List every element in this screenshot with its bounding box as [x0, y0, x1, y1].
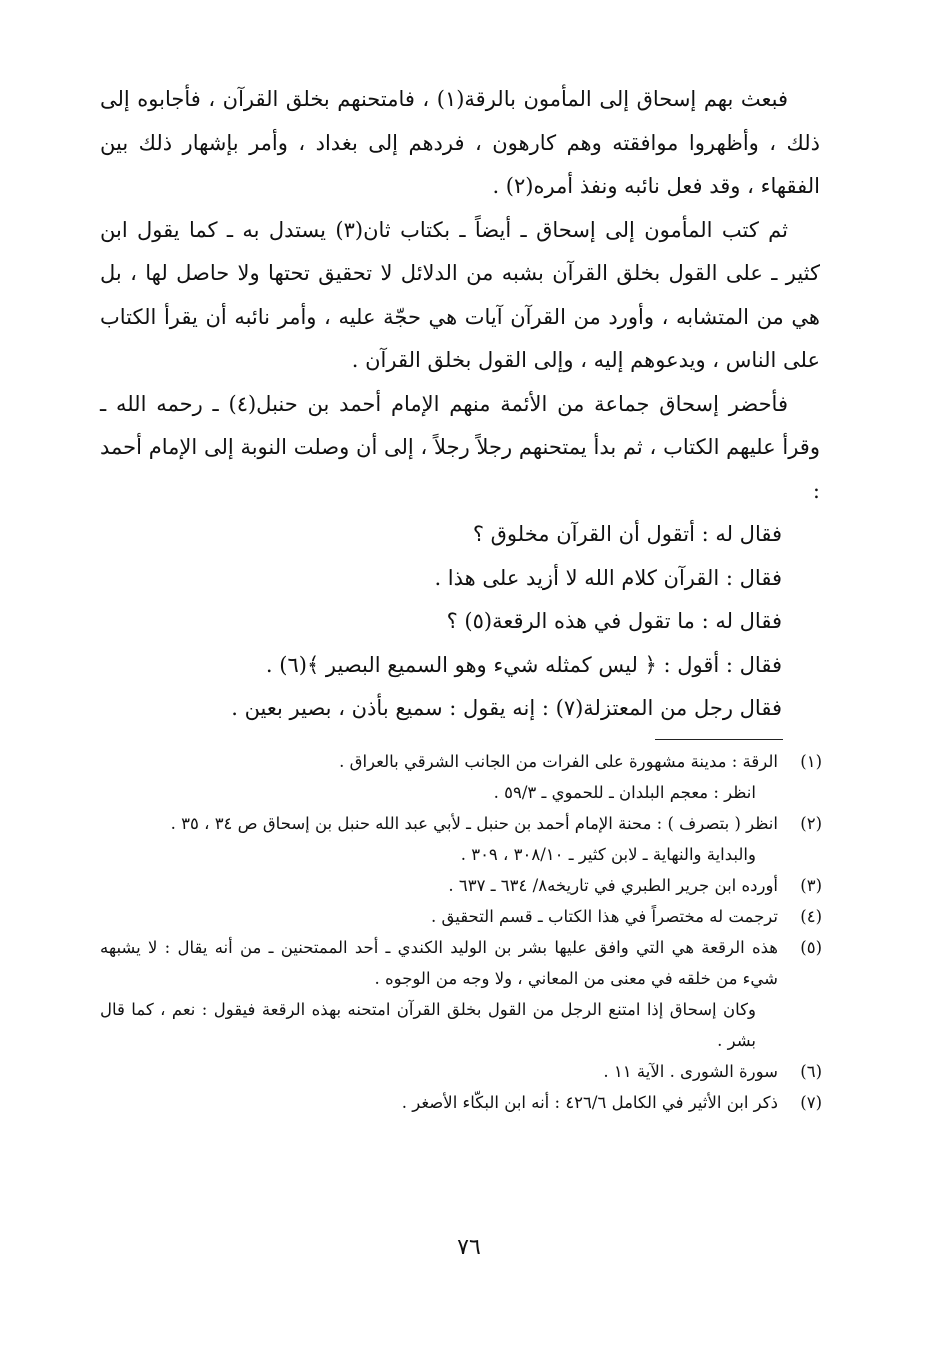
footnote-3 [100, 870, 822, 901]
main-text [100, 78, 820, 731]
footnote-text: ترجمت له مختصراً في هذا الكتاب ـ قسم التحقيق . [430, 907, 778, 926]
paragraph-3: فأحضر إسحاق جماعة من الأئمة منهم الإمام أحمد بن حنبل(٤) ـ رحمه الله ـ وقرأ عليهم الكتاب ، ثم بدأ يمتحنهم رجلاً رجلاً ، إلى أن وصلت النوبة إلى الإمام أحمد : [100, 391, 820, 503]
paragraph-2: ثم كتب المأمون إلى إسحاق ـ أيضاً ـ بكتاب ثان(٣) يستدل به ـ كما يقول ابن كثير ـ على القول بخلق القرآن بشبه من الدلائل لا تحقيق تحتها ولا حاصل لها ، بل هي من المتشابه ، وأورد من القرآن آيات هي حجّة عليه ، وأمر نائبه أن يقرأ الكتاب على الناس ، ويدعوهم إليه ، وإلى القول بخلق القرآن . [100, 217, 820, 372]
footnote-7 [100, 1087, 822, 1118]
footnote-text: سورة الشورى . الآية ١١ . [603, 1062, 778, 1081]
footnote-number: (١) [800, 752, 822, 771]
dialogue-line-4: فقال : أقول : ﴿ ليس كمثله شيء وهو السميع البصير ﴾(٦) . [265, 652, 782, 677]
footnote-number: (٣) [800, 876, 822, 895]
footnote-text: ذكر ابن الأثير في الكامل ٤٢٦/٦ : أنه ابن البكّاء الأصغر . [401, 1093, 778, 1112]
footnote-number: (٤) [800, 907, 822, 926]
footnote-number: (٧) [800, 1093, 822, 1112]
footnote-1-continuation [100, 777, 822, 808]
footnote-2 [100, 808, 822, 839]
footnote-text: انظر : معجم البلدان ـ للحموي ـ ٥٩/٣ . [493, 783, 756, 802]
footnote-text: الرقة : مدينة مشهورة على الفرات من الجانب الشرقي بالعراق . [339, 752, 778, 771]
footnote-1 [100, 746, 822, 777]
footnote-2-continuation [100, 839, 822, 870]
paragraph-1: فبعث بهم إسحاق إلى المأمون بالرقة(١) ، فامتحنهم بخلق القرآن ، فأجابوه إلى ذلك ، وأظهروا موافقته وهم كارهون ، فردهم إلى بغداد ، وأمر بإشهار ذلك بين الفقهاء ، وقد فعل نائبه ونفذ أمره(٢) . [100, 87, 820, 198]
page-number: ٧٦ [457, 1235, 481, 1260]
footnote-text: وكان إسحاق إذا امتنع الرجل من القول بخلق القرآن امتحنه بهذه الرقعة فيقول : نعم ، كما قال بشر . [100, 1000, 756, 1050]
footnote-4 [100, 901, 822, 932]
footnote-number [778, 777, 822, 808]
footnotes [100, 746, 822, 1118]
footnote-number: (٦) [800, 1062, 822, 1081]
footnote-number [778, 994, 822, 1056]
dialogue-line-1: فقال له : أتقول أن القرآن مخلوق ؟ [472, 522, 782, 546]
footnote-5 [100, 932, 822, 994]
dialogue-line-5: فقال رجل من المعتزلة(٧) : إنه يقول : سميع بأذن ، بصير بعين . [231, 696, 782, 720]
footnote-text: انظر ( بتصرف ) : محنة الإمام أحمد بن حنبل ـ لأبي عبد الله حنبل بن إسحاق ص ٣٤ ، ٣٥ . [170, 814, 778, 833]
footnote-text: والبداية والنهاية ـ لابن كثير ـ ٣٠٨/١٠ ، ٣٠٩ . [460, 845, 756, 864]
footnote-number: (٢) [800, 814, 822, 833]
footnote-text: أورده ابن جرير الطبري في تاريخه٨/ ٦٣٤ ـ ٦٣٧ . [448, 876, 778, 895]
footnote-5-continuation [100, 994, 822, 1056]
footnote-6 [100, 1056, 822, 1087]
dialogue-line-2: فقال : القرآن كلام الله لا أزيد على هذا . [434, 565, 782, 590]
footnote-separator [655, 739, 783, 740]
dialogue-line-3: فقال له : ما تقول في هذه الرقعة(٥) ؟ [446, 609, 782, 633]
footnote-number [778, 839, 822, 870]
footnote-text: هذه الرقعة هي التي وافق عليها بشر بن الوليد الكندي ـ أحد الممتحنين ـ من أنه يقال : لا يشبهه شيء من خلقه في معنى من المعاني ، ولا وجه من الوجوه . [100, 938, 778, 988]
footnote-number: (٥) [800, 938, 822, 957]
